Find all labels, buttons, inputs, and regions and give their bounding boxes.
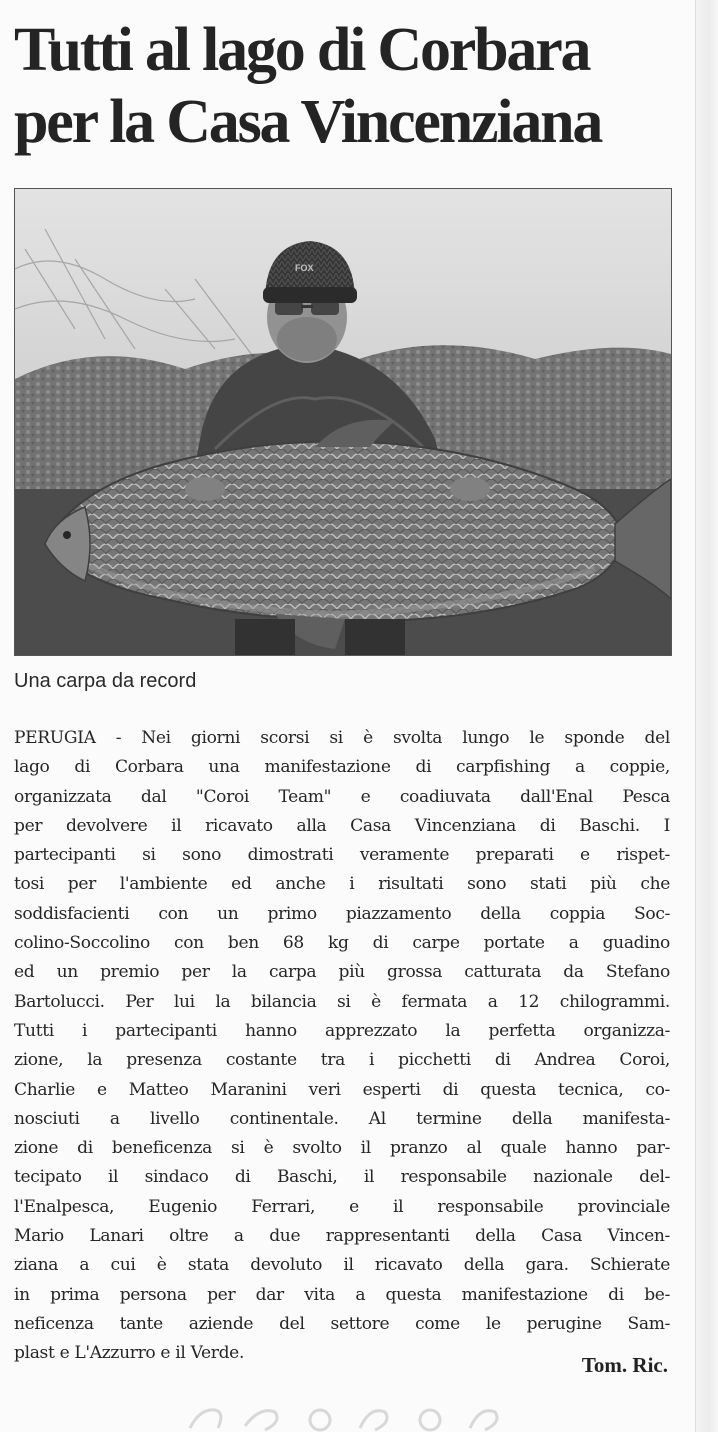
article-line: Mario Lanari oltre a due rappresentanti della Casa Vincen- bbox=[14, 1226, 670, 1247]
article-line: Tutti i partecipanti hanno apprezzato la perfetta organizza- bbox=[14, 1020, 670, 1041]
article-line: organizzata dal "Coroi Team" e coadiuvata dall'Enal Pesca bbox=[14, 786, 670, 807]
article-line: nosciuti a livello continentale. Al termine della manifesta- bbox=[14, 1108, 670, 1129]
article-line: in prima persona per dar vita a questa manifestazione di be- bbox=[14, 1284, 670, 1305]
article-line: Bartolucci. Per lui la bilancia si è fermata a 12 chilogrammi. bbox=[14, 991, 670, 1012]
article-line: zione, la presenza costante tra i picchetti di Andrea Coroi, bbox=[14, 1050, 670, 1071]
article-line: ziana a cui è stata devoluto il ricavato della gara. Schierate bbox=[14, 1255, 670, 1276]
article-line: soddisfacienti con un primo piazzamento della coppia Soc- bbox=[14, 903, 670, 924]
article-line: per devolvere il ricavato alla Casa Vincenziana di Baschi. I bbox=[14, 815, 670, 836]
headline-line-2: per la Casa Vincenziana bbox=[14, 88, 602, 156]
article-line: partecipanti si sono dimostrati veramente preparati e rispet- bbox=[14, 845, 670, 866]
scanned-page-edge bbox=[695, 0, 718, 1432]
faint-date-stamp-icon bbox=[170, 1398, 530, 1434]
headline bbox=[14, 14, 684, 158]
article-line: neficenza tante aziende del settore come le perugine Sam- bbox=[14, 1313, 670, 1334]
byline: Tom. Ric. bbox=[581, 1353, 668, 1377]
photo-caption: Una carpa da record bbox=[14, 670, 197, 692]
article-line: l'Enalpesca, Eugenio Ferrari, e il responsabile provinciale bbox=[14, 1196, 670, 1217]
article-photo bbox=[14, 188, 672, 656]
article-line: colino-Soccolino con ben 68 kg di carpe portate a guadino bbox=[14, 933, 670, 954]
article-line: PERUGIA - Nei giorni scorsi si è svolta lungo le sponde del bbox=[14, 728, 670, 748]
article-line: tecipato il sindaco di Baschi, il responsabile nazionale del- bbox=[14, 1167, 670, 1188]
article-line: zione di beneficenza si è svolto il pranzo al quale hanno par- bbox=[14, 1138, 670, 1159]
svg-text:FOX: FOX bbox=[295, 263, 314, 273]
article-body bbox=[14, 724, 670, 1369]
article-line: Charlie e Matteo Maranini veri esperti di questa tecnica, co- bbox=[14, 1079, 670, 1100]
article-line: lago di Corbara una manifestazione di carpfishing a coppie, bbox=[14, 757, 670, 778]
article-line: plast e L'Azzurro e il Verde. bbox=[14, 1343, 245, 1364]
article-line: tosi per l'ambiente ed anche i risultati sono stati più che bbox=[14, 874, 670, 895]
fisherman-with-carp-photo-icon bbox=[15, 189, 671, 655]
headline-line-1: Tutti al lago di Corbara bbox=[14, 16, 590, 84]
article-line: ed un premio per la carpa più grossa catturata da Stefano bbox=[14, 962, 670, 983]
